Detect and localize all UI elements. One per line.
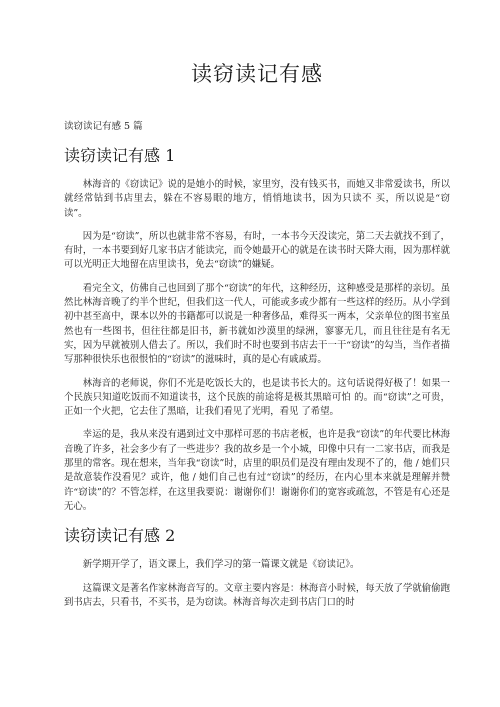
document-subtitle: 读窃读记有感 5 篇 [64, 121, 143, 132]
paragraph: 林海音的《窃读记》说的是她小的时候，家里穷，没有钱买书，而她又非常爱读书，所以就经常钻到书店里去，躲在不容易眼的地方，悄悄地读书，因为只读不 买，所以说是“窃读”。 [64, 179, 450, 219]
paragraph: 看完全文，仿佛自己也回到了那个“窃读”的年代，这种经历，这种感受是那样的亲切。虽然比林海音晚了约半个世纪，但我们这一代人，可能或多或少都有一些这样的经历。从小学到初中甚至高中，课本以外的书籍都可以说是一种奢侈品，难得买一两本，父亲单位的图书室虽然也有一些图书，但往往都是旧书，新书就如沙漠里的绿洲，寥寥无几，而且往往是有名无实，因为早就被别人借去了。所以，我们时不时也要到书店去干一干“窃读”的勾当，当作者描写那种很快乐也很恨怕的“窃读”的滋味时，真的是心有戚戚焉。 [64, 282, 450, 366]
section-2 [64, 523, 450, 610]
paragraph: 这篇课文是著名作家林海音写的。文章主要内容是：林海音小时候，每天放了学就偷偷跑到书店去，只看书，不买书，是为窃读。林海音每次走到书店门口的时 [64, 582, 450, 608]
section-1 [64, 143, 450, 514]
paragraph: 因为是“窃读”，所以也就非常不容易，有时，一本书今天没读完，第二天去就找不到了，有时，一本书要到好几家书店才能读完，而令她最开心的就是在读书时天降大雨，因为那样就可以光明正大地留在店里读书，免去“窃读”的嫌疑。 [64, 230, 450, 271]
document-title: 读窃读记有感 [191, 62, 323, 86]
section-heading: 读窃读记有感 2 [64, 526, 176, 546]
paragraph: 新学期开学了，语文课上，我们学习的第一篇课文就是《窃读记》。 [82, 559, 360, 571]
paragraph: 林海音的老师说，你们不光是吃饭长大的，也是读书长大的。这句话说得好极了！如果一个民族只知道吃饭而不知道读书，这个民族的前途将是极其黑暗可怕 的。而“窃读”之可贵，正如一个火把，它去住了黑暗，让我们看见了光明，看见 了希望。 [64, 377, 450, 418]
paragraph: 幸运的是，我从来没有遇到过文中那样可恶的书店老板，也许是我“窃读”的年代要比林海音晚了许多，社会多少有了一些进步？我的故乡是一个小城，印像中只有一二家书店，而我是那里的常客。现在想来，当年我“窃读”时，店里的职员们是没有理由发现不了的，他 / 她们只是故意装作没看见？或许，他 / 她们自己也有过“窃读”的经历，在内心里本来就是理解并赞许“窃读”的？不管怎样，在这里我要说：谢谢你们！谢谢你们的宽容或疏忽，不管是有心还是无心。 [64, 429, 450, 512]
section-heading: 读窃读记有感 1 [64, 146, 176, 165]
